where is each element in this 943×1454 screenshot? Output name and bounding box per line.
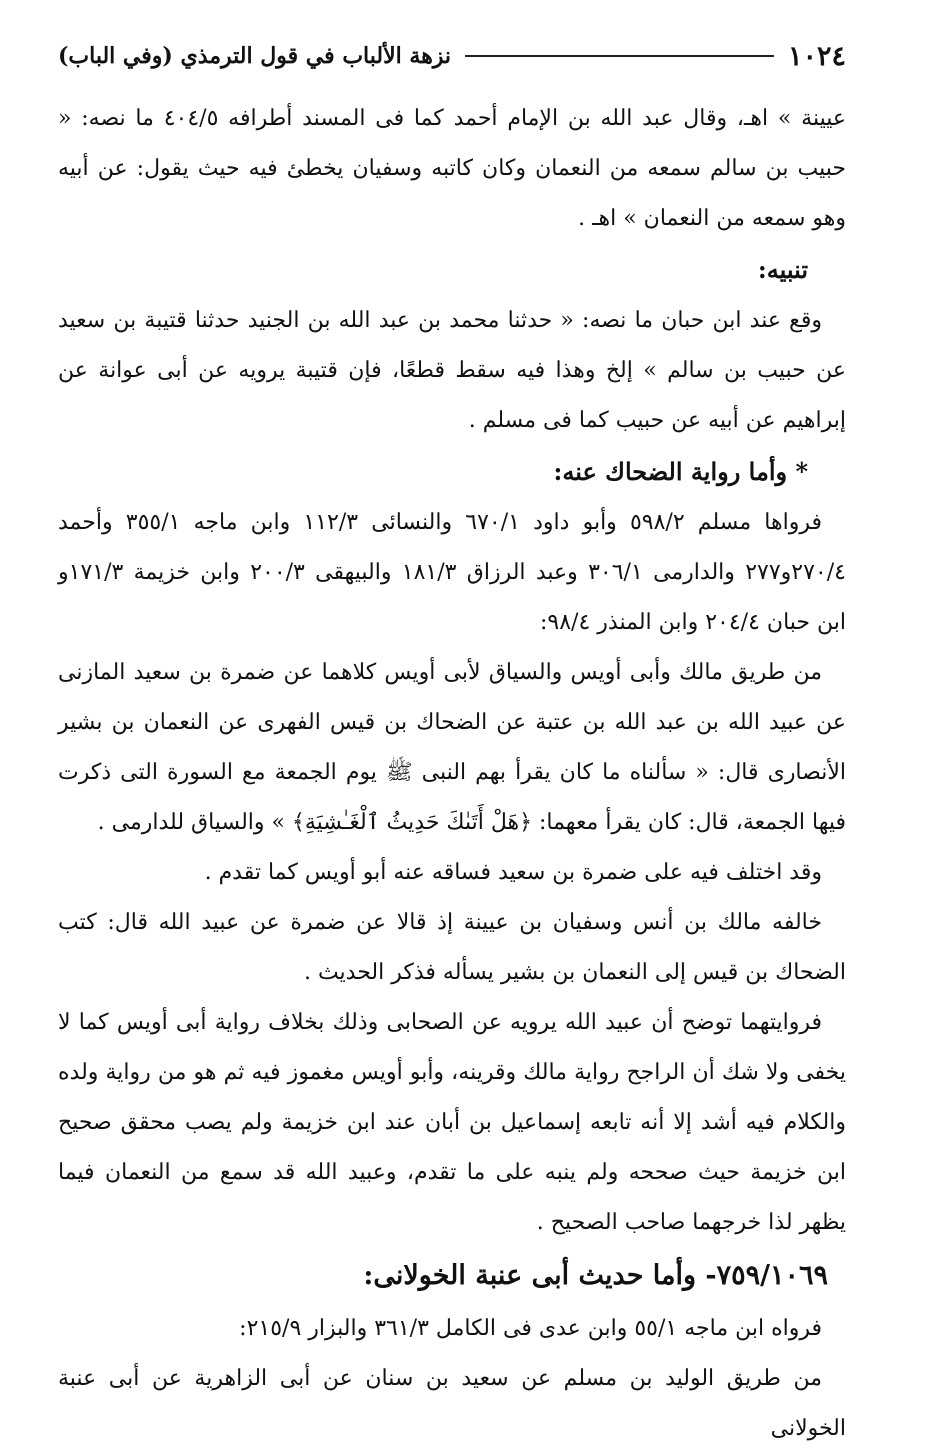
paragraph: خالفه مالك بن أنس وسفيان بن عيينة إذ قالا عن ضمرة عن عبيد الله قال: كتب الضحاك بن قيس إلى النعمان بن بشير يسأله فذكر الحديث . [58, 910, 846, 985]
header-rule [465, 55, 774, 57]
section-heading-tanbih: تنبيه: [757, 255, 808, 284]
page-body [58, 94, 846, 1454]
paragraph: وقد اختلف فيه على ضمرة بن سعيد فساقه عنه أبو أويس كما تقدم . [204, 860, 822, 885]
paragraph: من طريق الوليد بن مسلم عن سعيد بن سنان عن أبى الزاهرية عن أبى عنبة الخولانى [58, 1366, 846, 1441]
book-page [58, 28, 846, 1441]
section-heading-khawlani: ٧٥٩/١٠٦٩- وأما حديث أبى عنبة الخولانى: [363, 1260, 828, 1291]
paragraph: من طريق مالك وأبى أويس والسياق لأبى أويس كلاهما عن ضمرة بن سعيد المازنى عن عبيد الله بن عبد الله بن عتبة عن الضحاك بن قيس الفهرى عن النعمان بن بشير الأنصارى قال: « سألناه ما كان يقرأ بهم النبى ﷺ يوم الجمعة مع السورة التى ذكرت فيها الجمعة، قال: كان يقرأ معهما: ﴿هَلْ أَتَىٰكَ حَدِيثُ ٱلْغَـٰشِيَةِ﴾ » والسياق للدارمى . [58, 660, 846, 835]
paragraph: فرواه ابن ماجه ٥٥/١ وابن عدى فى الكامل ٣٦١/٣ والبزار ٢١٥/٩: [239, 1316, 822, 1341]
paragraph: وقع عند ابن حبان ما نصه: « حدثنا محمد بن عبد الله بن الجنيد حدثنا قتيبة بن سعيد عن حبيب بن سالم » إلخ وهذا فيه سقط قطعًا، فإن قتيبة يرويه عن أبى عوانة عن إبراهيم عن أبيه عن حبيب كما فى مسلم . [58, 308, 846, 433]
section-heading-dahhak-text: وأما رواية الضحاك عنه: [553, 457, 788, 486]
section-heading-dahhak [58, 446, 846, 498]
asterisk-marker: * [795, 457, 808, 486]
paragraph: عيينة » اهـ، وقال عبد الله بن الإمام أحمد كما فى المسند أطرافه ٤٠٤/٥ ما نصه: « حبيب بن سالم سمعه من النعمان وكان كاتبه وسفيان يخطئ فيه حيث يقول: عن أبيه وهو سمعه من النعمان » اهـ . [58, 106, 846, 231]
paragraph: فرواها مسلم ٥٩٨/٢ وأبو داود ٦٧٠/١ والنسائى ١١٢/٣ وابن ماجه ٣٥٥/١ وأحمد ٢٧٠/٤و٢٧٧ والدارمى ٣٠٦/١ وعبد الرزاق ١٨١/٣ والبيهقى ٢٠٠/٣ وابن خزيمة ١٧١/٣و ابن حبان ٢٠٤/٤ وابن المنذر ٩٨/٤: [58, 510, 846, 635]
running-title: نزهة الألباب في قول الترمذي (وفي الباب) [58, 43, 452, 69]
page-header [58, 28, 846, 84]
paragraph: فروايتهما توضح أن عبيد الله يرويه عن الصحابى وذلك بخلاف رواية أبى أويس كما لا يخفى ولا شك أن الراجح رواية مالك وقرينه، وأبو أويس مغموز فيه ثم هو من رواية ولده والكلام فيه أشد إلا أنه تابعه إسماعيل بن أبان عند ابن خزيمة ولم يصب محقق صحيح ابن خزيمة حيث صححه ولم ينبه على ما تقدم، وعبيد الله قد سمع من النعمان فيما يظهر لذا خرجهما صاحب الصحيح . [58, 1010, 846, 1235]
page-number: ١٠٢٤ [787, 40, 846, 72]
